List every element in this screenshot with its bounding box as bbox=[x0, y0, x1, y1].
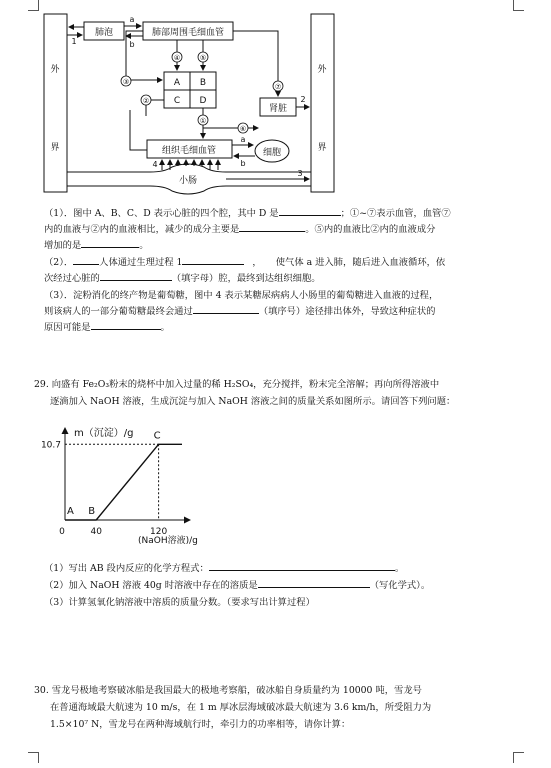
point-label: C bbox=[153, 430, 161, 442]
outside-left-bottom: 界 bbox=[50, 143, 60, 153]
outside-left-box bbox=[44, 14, 67, 192]
chamber-c: C bbox=[173, 96, 181, 106]
lung-capillaries-label: 肺部周围毛细血管 bbox=[151, 28, 225, 38]
kidney-label: 肾脏 bbox=[268, 104, 288, 114]
label-circle-5: ⑤ bbox=[199, 54, 207, 62]
x-tick-label: 40 bbox=[90, 527, 102, 537]
label-a-tissue: a bbox=[240, 135, 246, 144]
q29-sub3: （3）计算氢氧化钠溶液中溶质的质量分数。（要求写出计算过程） bbox=[44, 597, 315, 608]
outside-left-top: 外 bbox=[50, 65, 60, 75]
point-label: A bbox=[67, 506, 74, 517]
q28-p3-line2: 则该病人的一部分葡萄糖最终会通过 （填序号）途径排出体外，导致这种症状的 bbox=[44, 306, 436, 317]
answer-blank[interactable] bbox=[91, 329, 161, 330]
circulation-diagram bbox=[0, 0, 551, 200]
small-intestine-label: 小肠 bbox=[178, 176, 198, 186]
q28-p3-line3: 原因可能是 。 bbox=[44, 322, 170, 333]
outside-right-box bbox=[311, 14, 334, 192]
y-axis-label: m（沉淀）/g bbox=[74, 428, 134, 439]
label-3: 3 bbox=[297, 169, 303, 178]
label-circle-4: ④ bbox=[173, 54, 181, 62]
tissue-capillaries-label: 组织毛细血管 bbox=[161, 146, 217, 156]
x-tick-label: 120 bbox=[150, 527, 168, 537]
y-tick-label: 10.7 bbox=[40, 440, 61, 451]
label-b-top: b bbox=[129, 40, 135, 49]
q28-p1-line3: 增加的是 。 bbox=[44, 240, 149, 251]
label-circle-6: ⑥ bbox=[239, 125, 247, 133]
x-axis-label: (NaOH溶液)/g bbox=[138, 536, 198, 546]
chamber-d: D bbox=[199, 96, 207, 106]
lung-alveoli-label: 肺泡 bbox=[94, 28, 114, 38]
q28-p2-line2: 次经过心脏的 （填字母）腔，最终到达组织细胞。 bbox=[44, 273, 321, 284]
q29-sub2: （2）加入 NaOH 溶液 40g 时溶液中存在的溶质是 （写化学式）。 bbox=[44, 580, 431, 591]
series-line bbox=[65, 444, 182, 520]
label-b-tissue: b bbox=[240, 159, 246, 168]
answer-blank[interactable] bbox=[182, 264, 244, 265]
outside-right-bottom: 界 bbox=[317, 143, 327, 153]
label-circle-3: ③ bbox=[122, 78, 130, 86]
chamber-b: B bbox=[199, 78, 207, 88]
label-circle-7: ⑦ bbox=[274, 83, 282, 91]
label-circle-2: ② bbox=[142, 97, 150, 105]
q29-sub1: （1）写出 AB 段内反应的化学方程式： 。 bbox=[44, 563, 405, 574]
answer-blank[interactable] bbox=[239, 231, 305, 232]
label-1: 1 bbox=[71, 37, 77, 46]
label-4: 4 bbox=[152, 160, 158, 169]
cell-label: 细胞 bbox=[262, 148, 282, 158]
answer-blank[interactable] bbox=[73, 264, 99, 265]
q28-p1-line2: 内的血液与②内的血液相比，减少的成分主要是 。⑤内的血液比②内的血液成分 bbox=[44, 224, 436, 235]
q28-p1-line1: （1）．图中 A、B、C、D 表示心脏的四个腔，其中 D 是 ；①~⑦表示血管，血管⑦ bbox=[44, 208, 451, 219]
q28-p2-line1: （2）． 人体通过生理过程 1 ， 使气体 a 进入肺，随后进入血液循环，依 bbox=[44, 257, 446, 268]
q28-p3-line1: （3）．淀粉消化的终产物是葡萄糖，图中 4 表示某糖尿病病人小肠里的葡萄糖进入血液的过程， bbox=[44, 290, 439, 301]
q29-line2: 逐滴加入 NaOH 溶液，生成沉淀与加入 NaOH 溶液之间的质量关系如图所示。请回答下列问题： bbox=[50, 396, 456, 407]
label-2: 2 bbox=[300, 95, 306, 104]
answer-blank[interactable] bbox=[100, 280, 172, 281]
answer-blank[interactable] bbox=[279, 215, 341, 216]
answer-blank[interactable] bbox=[209, 570, 395, 571]
point-label: B bbox=[88, 506, 96, 517]
answer-blank[interactable] bbox=[81, 247, 139, 248]
q29-line1: 29. 向盛有 Fe₂O₃粉末的烧杯中加入过量的稀 H₂SO₄，充分搅拌，粉末完全溶解；再向所得溶液中 bbox=[34, 379, 440, 390]
small-intestine-shape bbox=[67, 164, 311, 172]
answer-blank[interactable] bbox=[193, 313, 259, 314]
label-circle-1: ① bbox=[199, 117, 207, 125]
precipitate-chart bbox=[30, 420, 230, 550]
q30-line3: 1.5×10⁷ N，雪龙号在两种海域航行时，牵引力的功率相等，请你计算： bbox=[50, 719, 351, 730]
x-tick-label: 0 bbox=[59, 527, 65, 537]
chamber-a: A bbox=[173, 78, 181, 88]
q30-line2: 在普通海域最大航速为 10 m/s，在 1 m 厚冰层海域破冰最大航速为 3.6 km/h，所受阻力为 bbox=[50, 702, 432, 713]
q30-line1: 30. 雪龙号极地考察破冰船是我国最大的极地考察船，破冰船自身质量约为 10000 吨，雪龙号 bbox=[34, 685, 422, 696]
crop-mark-br bbox=[513, 752, 524, 763]
crop-mark-bl bbox=[28, 752, 39, 763]
label-a-top: a bbox=[129, 15, 135, 24]
answer-blank[interactable] bbox=[258, 587, 370, 588]
outside-right-top: 外 bbox=[317, 65, 327, 75]
